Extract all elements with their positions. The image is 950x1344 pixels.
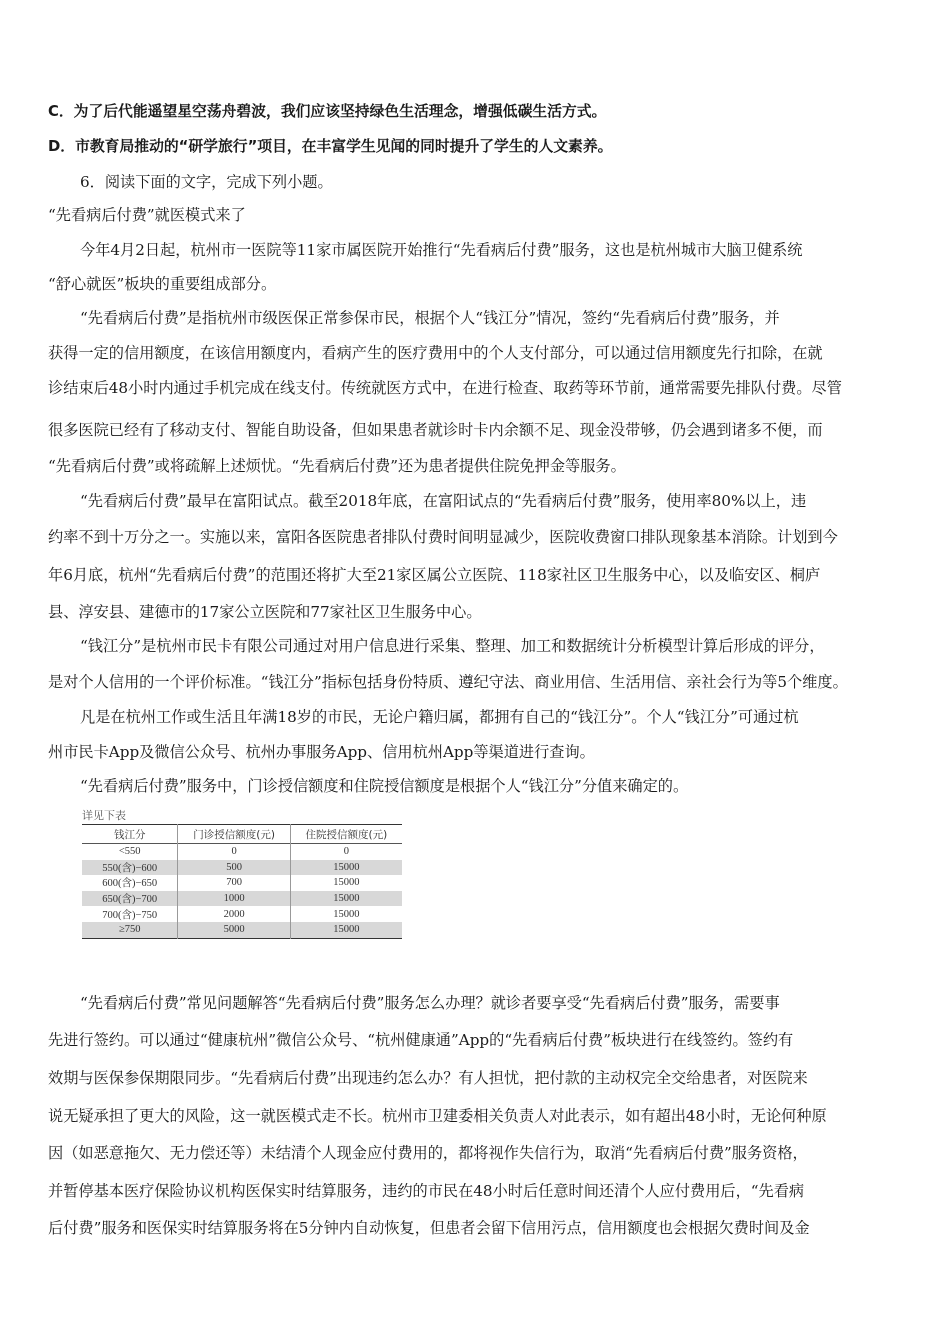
table-cell: 15000 — [290, 891, 402, 907]
article-line: 凡是在杭州工作或生活且年满18岁的市民，无论户籍归属，都拥有自己的“钱江分”。个人“钱江分”可通过杭 — [80, 708, 799, 726]
article-line: 诊结束后48小时内通过手机完成在线支付。传统就医方式中，在进行检查、取药等环节前，通常需要先排队付费。尽管 — [48, 379, 842, 397]
table-cell: 2000 — [178, 906, 290, 922]
credit-table-figure — [82, 808, 404, 939]
table-cell: 5000 — [178, 922, 290, 938]
article-line: “舒心就医”板块的重要组成部分。 — [48, 275, 277, 293]
article-line: 因（如恶意拖欠、无力偿还等）未结清个人现金应付费用的，都将视作失信行为，取消“先看病后付费”服务资格， — [48, 1144, 808, 1162]
table-cell: <550 — [118, 846, 141, 858]
table-cell: 1000 — [178, 891, 290, 907]
article-line: 说无疑承担了更大的风险，这一就医模式走不长。杭州市卫建委相关负责人对此表示，如有超出48小时，无论何种原 — [48, 1107, 827, 1125]
question-number: 6．阅读下面的文字，完成下列小题。 — [80, 173, 333, 191]
table-row — [82, 875, 402, 891]
table-header-cell: 住院授信额度(元) — [290, 825, 402, 844]
article-line: 获得一定的信用额度，在该信用额度内，看病产生的医疗费用中的个人支付部分，可以通过信用额度先行扣除，在就 — [48, 344, 823, 362]
table-caption: 详见下表 — [82, 809, 126, 822]
article-line: 后付费”服务和医保实时结算服务将在5分钟内自动恢复，但患者会留下信用污点，信用额度也会根据欠费时间及金 — [48, 1219, 810, 1237]
article-line: “先看病后付费”常见问题解答“先看病后付费”服务怎么办理？就诊者要享受“先看病后付费”服务，需要事 — [80, 994, 780, 1012]
table-cell: 600(含)−650 — [102, 878, 158, 890]
table-cell: 650(含)−700 — [102, 894, 158, 906]
article-line: “先看病后付费”或将疏解上述烦忧。“先看病后付费”还为患者提供住院免押金等服务。 — [48, 457, 626, 475]
article-title: “先看病后付费”就医模式来了 — [48, 206, 246, 224]
table-cell: 15000 — [290, 875, 402, 891]
article-line: 州市民卡App及微信公众号、杭州办事服务App、信用杭州App等渠道进行查询。 — [48, 743, 595, 761]
article-line: 效期与医保参保期限同步。“先看病后付费”出现违约怎么办？有人担忧，把付款的主动权完全交给患者，对医院来 — [48, 1069, 808, 1087]
article-line: “钱江分”是杭州市民卡有限公司通过对用户信息进行采集、整理、加工和数据统计分析模型计算后形成的评分， — [80, 637, 825, 655]
credit-table — [82, 824, 402, 939]
table-cell: 15000 — [290, 860, 402, 876]
table-cell: 0 — [178, 844, 290, 860]
table-header-row — [82, 825, 402, 844]
table-row — [82, 922, 402, 938]
table-cell: ≥750 — [118, 924, 141, 936]
table-row — [82, 844, 402, 860]
table-cell: 550(含)−600 — [102, 862, 158, 874]
article-line: 年6月底，杭州“先看病后付费”的范围还将扩大至21家区属公立医院、118家社区卫生服务中心，以及临安区、桐庐 — [48, 566, 821, 584]
table-cell: 0 — [290, 844, 402, 860]
table-header-cell: 钱江分 — [113, 828, 146, 841]
article-line: 县、淳安县、建德市的17家公立医院和77家社区卫生服务中心。 — [48, 603, 482, 621]
article-line: “先看病后付费”是指杭州市级医保正常参保市民，根据个人“钱江分”情况，签约“先看病后付费”服务，并 — [80, 309, 780, 327]
table-row — [82, 906, 402, 922]
option-c: C．为了后代能遥望星空荡舟碧波，我们应该坚持绿色生活理念，增强低碳生活方式。 — [48, 103, 607, 120]
article-line: 很多医院已经有了移动支付、智能自助设备，但如果患者就诊时卡内余额不足、现金没带够，仍会遇到诸多不便，而 — [48, 421, 823, 439]
article-line: “先看病后付费”最早在富阳试点。截至2018年底，在富阳试点的“先看病后付费”服务，使用率80%以上，违 — [80, 492, 807, 510]
table-cell: 500 — [178, 860, 290, 876]
article-line: “先看病后付费”服务中，门诊授信额度和住院授信额度是根据个人“钱江分”分值来确定的。 — [80, 777, 689, 795]
table-row — [82, 860, 402, 876]
table-row — [82, 891, 402, 907]
article-line: 是对个人信用的一个评价标准。“钱江分”指标包括身份特质、遵纪守法、商业用信、生活用信、亲社会行为等5个维度。 — [48, 673, 848, 691]
option-d: D．市教育局推动的“研学旅行”项目，在丰富学生见闻的同时提升了学生的人文素养。 — [48, 138, 613, 155]
table-cell: 700 — [178, 875, 290, 891]
table-cell: 700(含)−750 — [102, 909, 158, 921]
article-line: 先进行签约。可以通过“健康杭州”微信公众号、“杭州健康通”App的“先看病后付费”板块进行在线签约。签约有 — [48, 1031, 794, 1049]
table-cell: 15000 — [290, 906, 402, 922]
article-line: 并暂停基本医疗保险协议机构医保实时结算服务，违约的市民在48小时后任意时间还清个人应付费用后，“先看病 — [48, 1182, 805, 1200]
table-cell: 15000 — [290, 922, 402, 938]
table-header-cell: 门诊授信额度(元) — [178, 825, 290, 844]
article-line: 约率不到十万分之一。实施以来，富阳各医院患者排队付费时间明显减少，医院收费窗口排队现象基本消除。计划到今 — [48, 528, 838, 546]
article-line: 今年4月2日起，杭州市一医院等11家市属医院开始推行“先看病后付费”服务，这也是杭州城市大脑卫健系统 — [80, 241, 803, 259]
